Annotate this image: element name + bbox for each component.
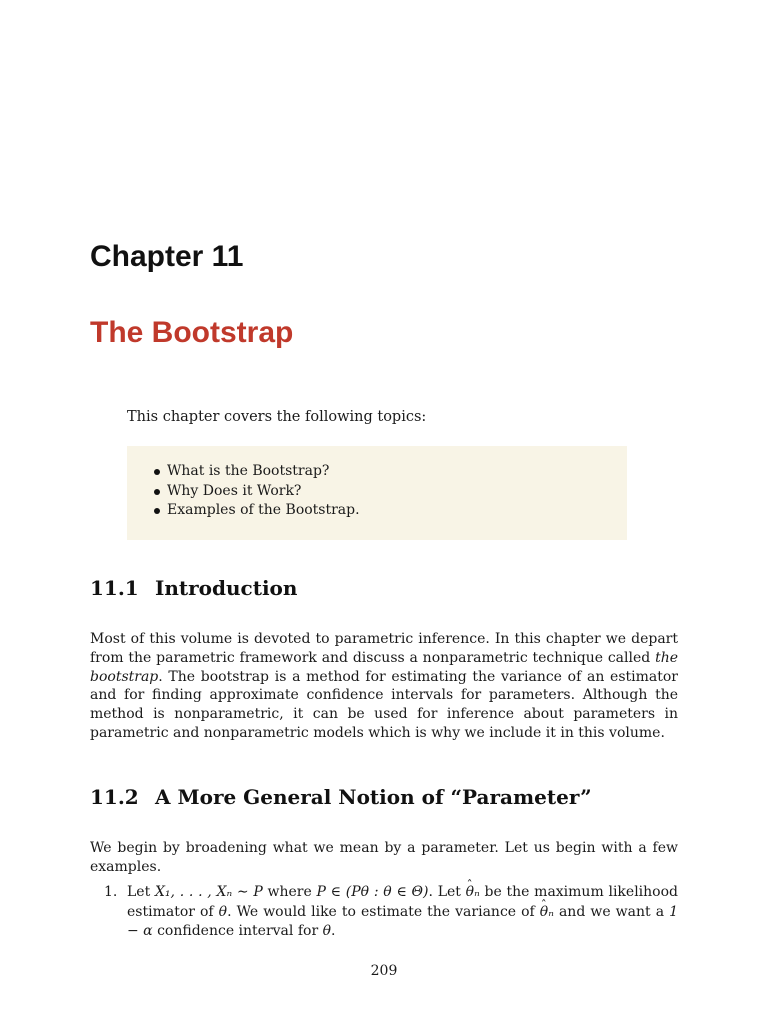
paragraph-text: Most of this volume is devoted to parametric inference. In this chapter we depart from the parametric framework and discuss a nonparametric technique called bbox=[90, 631, 678, 666]
section-title: A More General Notion of “Parameter” bbox=[155, 785, 592, 809]
topic-item: What is the Bootstrap? bbox=[167, 462, 627, 482]
topic-list bbox=[127, 446, 627, 521]
text-run: where bbox=[262, 884, 317, 900]
paragraph-text: . The bootstrap is a method for estimating the variance of an estimator and for finding approximate confidence intervals for parameters. Although the method is nonparametric, it can be used for inference about parameters in parametric and nonparametric models which is why we include it in this volume. bbox=[90, 668, 678, 741]
text-run: Let bbox=[127, 884, 155, 900]
math-expression: X₁, . . . , Xₙ ∼ P bbox=[154, 884, 263, 900]
section-heading-parameter bbox=[90, 785, 592, 809]
page-number: 209 bbox=[370, 963, 398, 979]
list-marker: 1. bbox=[104, 884, 118, 900]
chapter-intro: This chapter covers the following topics: bbox=[127, 409, 427, 425]
topic-item: Examples of the Bootstrap. bbox=[167, 501, 627, 521]
text-run: confidence interval for bbox=[152, 923, 323, 939]
chapter-number: Chapter 11 bbox=[90, 240, 244, 273]
math-expression: P ∈ (Pθ : θ ∈ Θ) bbox=[316, 884, 429, 900]
topic-box bbox=[127, 446, 627, 540]
example-text bbox=[127, 883, 678, 942]
math-expression: 1 − α bbox=[127, 903, 679, 939]
topic-item: Why Does it Work? bbox=[167, 482, 627, 502]
math-estimator: ˆ θₙ bbox=[466, 883, 480, 903]
parameter-paragraph: We begin by broadening what we mean by a parameter. Let us begin with a few examples. bbox=[90, 840, 678, 875]
math-estimator: ˆ θₙ bbox=[540, 903, 554, 923]
text-run: . bbox=[331, 923, 336, 939]
emphasized-term: the bootstrap bbox=[90, 649, 678, 685]
text-run: . We would like to estimate the variance of bbox=[227, 903, 540, 920]
section-heading-introduction bbox=[90, 576, 297, 600]
text-run: . Let bbox=[428, 884, 466, 900]
chapter-title: The Bootstrap bbox=[90, 316, 294, 349]
section-number: 11.1 bbox=[90, 576, 139, 600]
example-list-item bbox=[104, 883, 678, 942]
math-expression: θ bbox=[218, 903, 228, 920]
introduction-paragraph bbox=[90, 630, 678, 743]
text-run: and we want a bbox=[553, 903, 670, 920]
math-expression: θ bbox=[322, 923, 332, 939]
text-run: be the maximum likelihood estimator of bbox=[127, 884, 678, 920]
section-title: Introduction bbox=[155, 576, 298, 600]
section-number: 11.2 bbox=[90, 785, 139, 809]
